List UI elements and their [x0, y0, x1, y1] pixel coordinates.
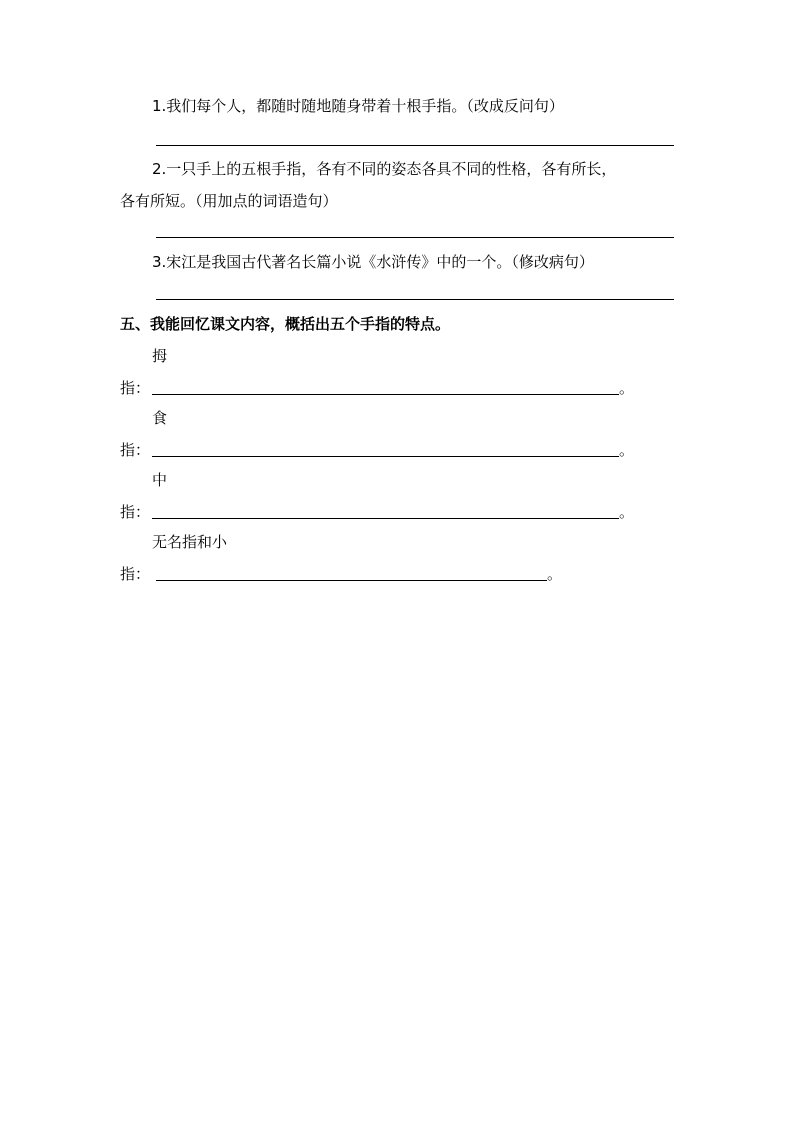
section-5-title: 五、我能回忆课文内容，概括出五个手指的特点。: [120, 315, 451, 333]
finger-ring-little-label-bottom: 指：: [120, 565, 151, 583]
answer-line-2[interactable]: [156, 237, 674, 238]
finger-middle-label-top: 中: [152, 471, 168, 489]
finger-thumb-period: 。: [619, 379, 635, 397]
answer-line-3[interactable]: [156, 299, 674, 300]
question-2-line-2: 各有所短。（用加点的词语造句）: [120, 192, 338, 210]
answer-line-1[interactable]: [156, 145, 674, 146]
finger-thumb-label-top: 拇: [152, 347, 168, 365]
finger-ring-little-label-top: 无名指和小: [152, 533, 228, 551]
finger-middle-label-bottom: 指：: [120, 503, 151, 521]
finger-middle-answer-line[interactable]: [152, 518, 619, 519]
finger-index-label-top: 食: [152, 409, 168, 427]
finger-index-label-bottom: 指：: [120, 441, 151, 459]
question-3: 3.宋江是我国古代著名长篇小说《水浒传》中的一个。（修改病句）: [152, 253, 594, 271]
finger-index-answer-line[interactable]: [152, 456, 619, 457]
finger-thumb-label-bottom: 指：: [120, 379, 151, 397]
finger-ring-little-period: 。: [547, 565, 563, 583]
question-1: 1.我们每个人，都随时随地随身带着十根手指。（改成反问句）: [152, 97, 564, 115]
finger-middle-period: 。: [619, 503, 635, 521]
finger-thumb-answer-line[interactable]: [152, 394, 619, 395]
finger-index-period: 。: [619, 441, 635, 459]
finger-ring-little-answer-line[interactable]: [156, 580, 547, 581]
question-2-line-1: 2.一只手上的五根手指，各有不同的姿态各具不同的性格，各有所长，: [152, 160, 617, 178]
